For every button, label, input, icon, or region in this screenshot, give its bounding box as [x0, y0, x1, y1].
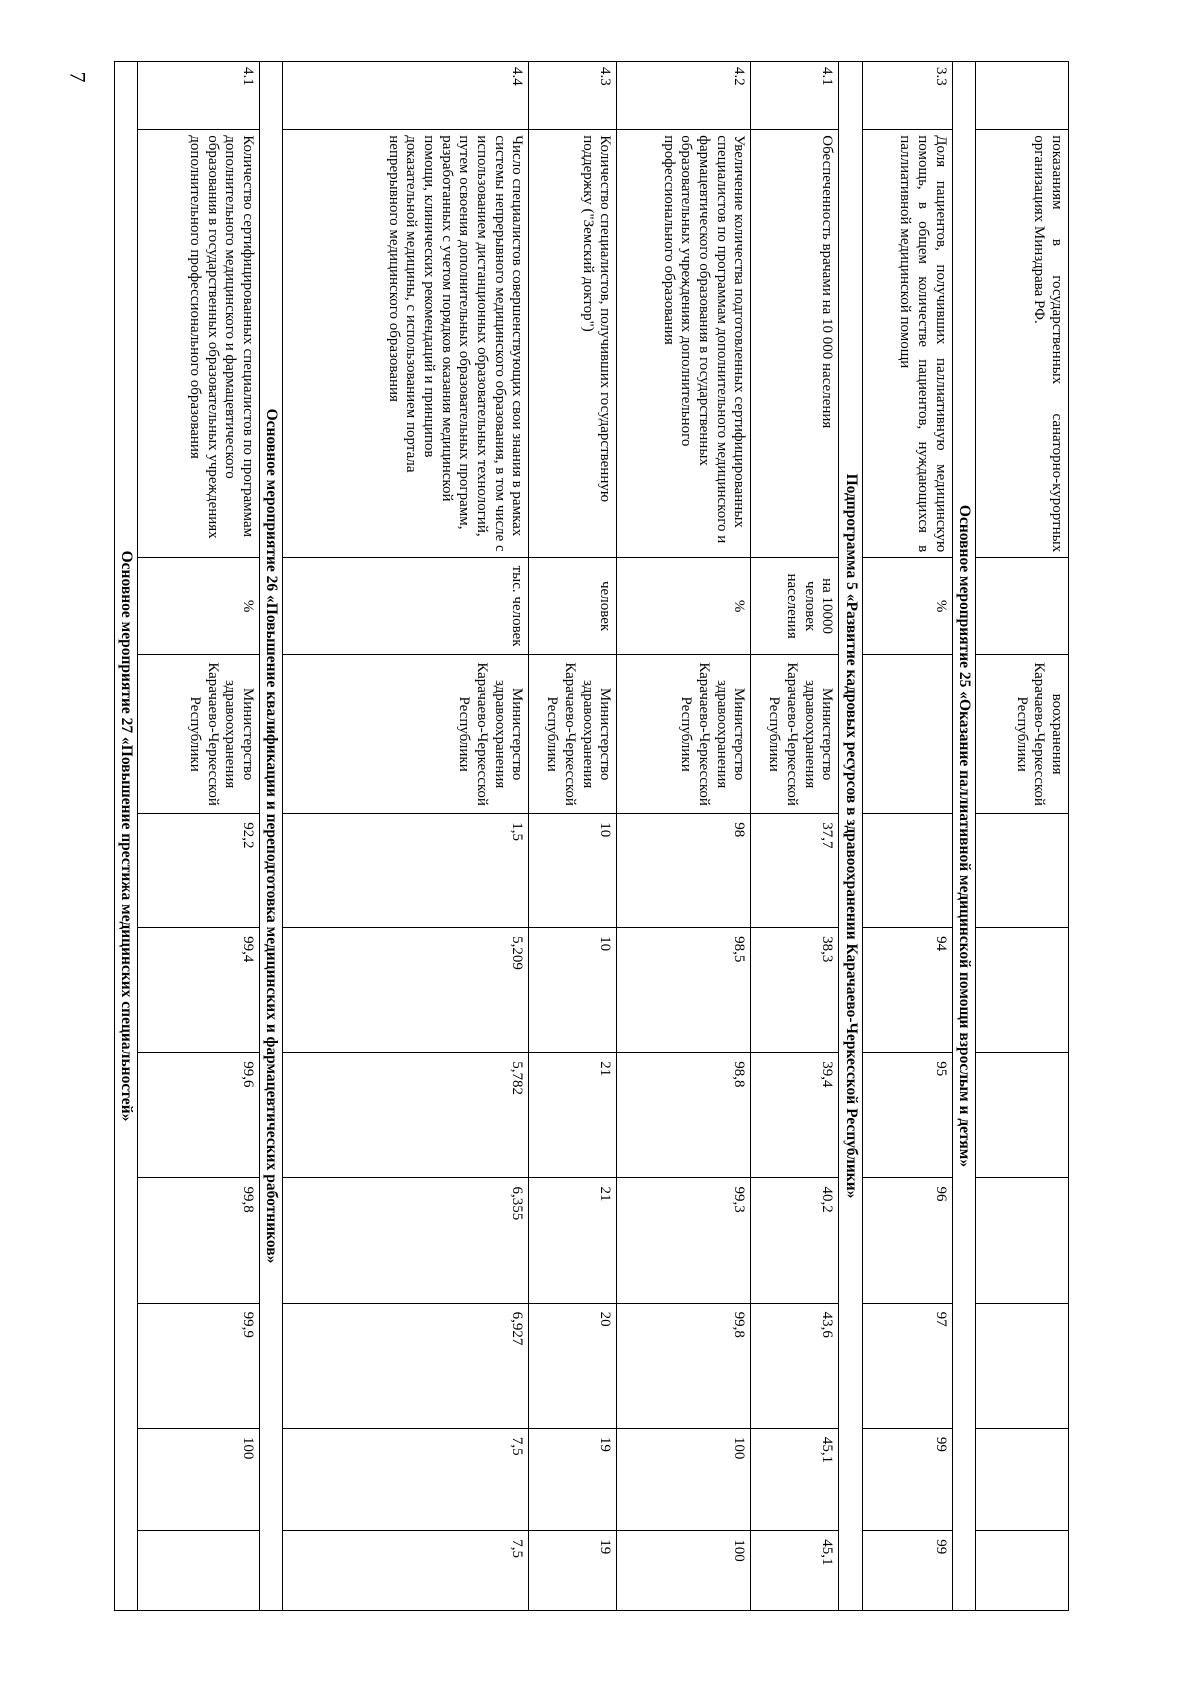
value-cell: 45,1 [751, 1531, 839, 1611]
value-cell: 98,8 [617, 1053, 751, 1178]
indicator-name-cell: Количество специалистов, получивших государственную поддержку ("Земский доктор") [529, 130, 617, 558]
indicator-name-cell: Количество сертифицированных специалистов по программам дополнительного медицинского и фармацевтического образования в государственных образовательных учреждениях дополнительного профессионального образования [138, 130, 260, 558]
unit-cell [976, 558, 1069, 655]
table-row [862, 62, 952, 1611]
value-cell: 97 [862, 1303, 952, 1428]
page-number: 7 [65, 71, 91, 83]
row-number-cell: 4.3 [529, 62, 617, 130]
unit-cell: тыс. человек [283, 558, 529, 655]
executor-cell: Министерство здравоохранения Карачаево-Черкесской Республики [617, 654, 751, 813]
section-header-row [260, 62, 283, 1611]
value-cell: 98 [617, 814, 751, 928]
row-number-cell [976, 62, 1069, 130]
executor-cell: воохранения Карачаево-Черкесской Республики [976, 654, 1069, 813]
executor-cell: Министерство здравоохранения Карачаево-Черкесской Республики [138, 654, 260, 813]
value-cell: 10 [529, 814, 617, 928]
indicator-name-cell: Обеспеченность врачами на 10 000 населения [751, 130, 839, 558]
unit-cell: на 10000 человек населения [751, 558, 839, 655]
value-cell: 19 [529, 1531, 617, 1611]
indicator-name-cell: Доля пациентов, получивших паллиативную медицинскую помощь, в общем количестве пациентов, нуждающихся в паллиативной медицинской помощи [862, 130, 952, 558]
table-row [617, 62, 751, 1611]
value-cell [862, 814, 952, 928]
table-row [138, 62, 260, 1611]
value-cell: 21 [529, 1178, 617, 1303]
value-cell: 45,1 [751, 1428, 839, 1530]
value-cell: 6,927 [283, 1303, 529, 1428]
table-row [283, 62, 529, 1611]
value-cell: 5,209 [283, 928, 529, 1053]
value-cell [976, 1053, 1069, 1178]
value-cell: 99,8 [138, 1178, 260, 1303]
value-cell: 20 [529, 1303, 617, 1428]
value-cell: 21 [529, 1053, 617, 1178]
row-number-cell: 4.1 [751, 62, 839, 130]
indicator-name-cell: Число специалистов совершенствующих свои знания в рамках системы непрерывного медицинского образования, в том числе с использованием дистанционных образовательных технологий, путем освоения дополнительных образовательных программ, разработанных с учетом порядков оказания медицинской помощи, клинических рекомендаций и принципов доказательной медицины, с использованием портала непрерывного медицинского образования [283, 130, 529, 558]
value-cell [976, 1303, 1069, 1428]
value-cell: 39,4 [751, 1053, 839, 1178]
value-cell: 99,9 [138, 1303, 260, 1428]
executor-cell: Министерство здравоохранения Карачаево-Черкесской Республики [751, 654, 839, 813]
value-cell: 37,7 [751, 814, 839, 928]
value-cell: 19 [529, 1428, 617, 1530]
section-title: Основное мероприятие 25 «Оказание паллиативной медицинской помощи взрослым и детям» [952, 62, 975, 1611]
value-cell: 40,2 [751, 1178, 839, 1303]
row-number-cell: 4.4 [283, 62, 529, 130]
section-header-row [952, 62, 975, 1611]
indicator-name-cell: показаниям в государственных санаторно-курортных организациях Минздрава РФ. [976, 130, 1069, 558]
unit-cell: % [617, 558, 751, 655]
rotated-table-container [89, 61, 1069, 1611]
executor-cell: Министерство здравоохранения Карачаево-Черкесской Республики [283, 654, 529, 813]
value-cell: 5,782 [283, 1053, 529, 1178]
value-cell: 38,3 [751, 928, 839, 1053]
value-cell [138, 1531, 260, 1611]
value-cell: 99,8 [617, 1303, 751, 1428]
value-cell: 100 [617, 1531, 751, 1611]
table-row [751, 62, 839, 1611]
value-cell: 6,355 [283, 1178, 529, 1303]
value-cell: 94 [862, 928, 952, 1053]
value-cell: 7,5 [283, 1531, 529, 1611]
executor-cell: Министерство здравоохранения Карачаево-Черкесской Республики [529, 654, 617, 813]
section-title: Основное мероприятие 27 «Повышение престижа медицинских специальностей» [114, 62, 137, 1611]
value-cell [976, 1178, 1069, 1303]
executor-cell [862, 654, 952, 813]
value-cell: 98,5 [617, 928, 751, 1053]
section-header-row [114, 62, 137, 1611]
value-cell: 99,3 [617, 1178, 751, 1303]
value-cell: 7,5 [283, 1428, 529, 1530]
value-cell: 92,2 [138, 814, 260, 928]
subprogram-title: Подпрограмма 5 «Развитие кадровых ресурсов в здравоохранении Карачаево-Черкесской Республики» [839, 62, 862, 1611]
row-number-cell: 3.3 [862, 62, 952, 130]
value-cell: 99,4 [138, 928, 260, 1053]
table-row [529, 62, 617, 1611]
value-cell [976, 1531, 1069, 1611]
unit-cell: человек [529, 558, 617, 655]
value-cell [976, 814, 1069, 928]
value-cell: 99 [862, 1428, 952, 1530]
value-cell: 43,6 [751, 1303, 839, 1428]
value-cell: 1,5 [283, 814, 529, 928]
row-number-cell: 4.1 [138, 62, 260, 130]
value-cell: 95 [862, 1053, 952, 1178]
value-cell: 100 [617, 1428, 751, 1530]
value-cell [976, 1428, 1069, 1530]
subprogram-header-row [839, 62, 862, 1611]
unit-cell: % [862, 558, 952, 655]
value-cell: 100 [138, 1428, 260, 1530]
unit-cell: % [138, 558, 260, 655]
indicators-table [114, 61, 1069, 1611]
row-number-cell: 4.2 [617, 62, 751, 130]
indicator-name-cell: Увеличение количества подготовленных сертифицированных специалистов по программам дополнительного медицинского и фармацевтического образования в государственных образовательных учреждениях дополнительного профессионального образования [617, 130, 751, 558]
value-cell: 96 [862, 1178, 952, 1303]
value-cell: 99,6 [138, 1053, 260, 1178]
value-cell [976, 928, 1069, 1053]
value-cell: 10 [529, 928, 617, 1053]
table-row [976, 62, 1069, 1611]
value-cell: 99 [862, 1531, 952, 1611]
section-title: Основное мероприятие 26 «Повышение квалификации и переподготовка медицинских и фармацевтических работников» [260, 62, 283, 1611]
